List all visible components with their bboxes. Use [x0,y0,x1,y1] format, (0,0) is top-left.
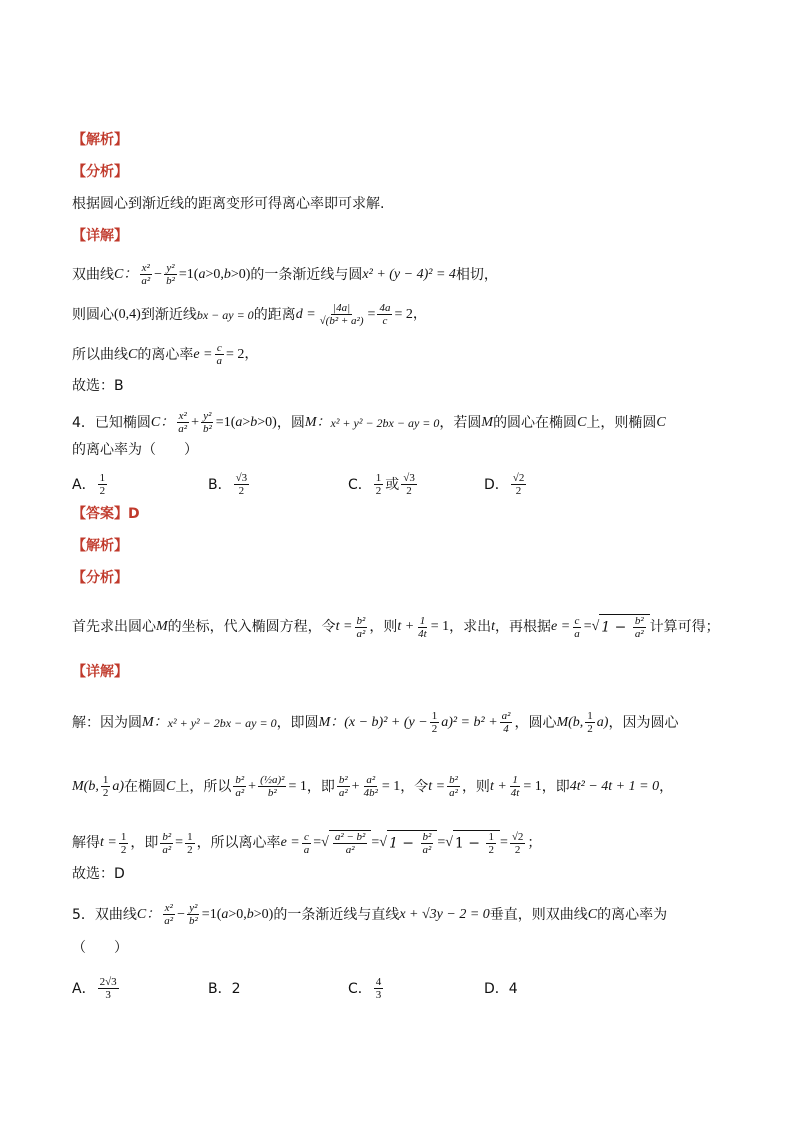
math-text: M： [142,714,168,730]
text: ，因为圆心 [608,714,679,731]
text: 上，所以 [175,778,232,795]
math-text: C： [136,906,161,922]
text: ，则 [369,619,398,635]
text: ，即 [306,778,335,795]
fraction: $\frac{\text{x²}}{\text{a²}}$ [178,410,188,435]
math-text: x² + y² − 2bx − ay = 0 [330,415,440,430]
option-label: B．2 [208,980,241,997]
q4-detail-line-3: 解得 t = $\frac{1}{2}$ ，即 $\frac{\text{b²}}{\text{a²}}$ = $\frac{1}{2}$ ，所以离心率 e = $\frac{c}{a}$ = √ $\frac{\text{a² − b²}}{\text{a²}}$ = √ 1 − $\frac{\text{b²}}{\text{a²}}$ = √ 1 − $\frac{1}{2}$ = $\frac{√2}{2}$ ； [72,830,542,856]
math-text: x² + (y − 4)² = 4 [362,266,456,282]
text: 4．已知椭圆 [72,414,151,431]
xiangjie-heading [72,226,732,246]
q5-stem-line-1: 5．双曲线 C： $\frac{\text{x²}}{\text{a²}}$ − $\frac{\text{y²}}{\text{b²}}$ =1(a>0,b>0) 的一条渐近线与直线 x + √3y − 2 = 0 垂直，则双曲线 C 的离心率为 [72,902,668,927]
option-b: B． $\frac{√3}{2}$ [208,472,248,497]
math-text: x² + y² − 2bx − ay = 0 [167,715,277,730]
answer-text: 故选：B [72,378,124,394]
math-text: M： [304,414,331,430]
text: ，圆 [276,414,305,431]
q4-detail-line-1: 解：因为圆 M： x² + y² − 2bx − ay = 0 ，即圆 M： (x − b)² + (y − $\frac{1}{2}$ a)² = b² + $\frac{\text{a²}}{4}$ ，圆心 M(b, $\frac{1}{2}$ a) ，因为圆心 [72,710,679,735]
fraction: $\frac{\text{b²}}{\text{a²}}$ [235,774,245,799]
math-text: x + √3y − 2 = 0 [399,906,490,922]
fraction: $\frac{\text{x²}}{\text{a²}}$ [164,902,174,927]
fraction: $\frac{√2}{2}$ [511,830,524,856]
math-text: d = [295,306,316,322]
text: 的圆心在椭圆 [493,414,578,431]
fraction: $\frac{\text{y²}}{\text{b²}}$ [202,410,212,435]
xiangjie-label: 【详解】 [72,228,128,244]
math-text: C： [114,266,138,282]
fraction: $\frac{c}{a}$ [574,614,580,640]
text: ，若圆 [439,414,482,431]
fraction: $\frac{1}{2}$ [431,710,438,735]
math-text: e = [193,346,213,362]
math-text: 4t² − 4t + 1 = 0 [569,778,660,794]
fraction: $\frac{c}{a}$ [216,342,223,367]
jiexi-label: 【解析】 [72,538,128,554]
q4-stem-line-1: 4．已知椭圆 C： $\frac{\text{x²}}{\text{a²}}$ + $\frac{\text{y²}}{\text{b²}}$ =1(a>b>0) ，圆 M： x² + y² − 2bx − ay = 0 ，若圆 M 的圆心在椭圆 C 上，则椭圆 C [72,410,666,435]
text: 到渐近线 [140,306,197,323]
text: 的离心率为（ ） [72,442,198,458]
option-label: D．4 [484,980,518,997]
fraction: $\frac{1}{2}$ [102,774,109,799]
q4-jiexi [72,536,732,556]
text: ，所以离心率 [196,835,281,851]
text: 垂直，则双曲线 [489,906,588,923]
text: ，令 [400,778,429,795]
fraction: $\frac{1}{2}$ [587,710,593,735]
option-label: A． [72,980,96,997]
fenxi-body: 根据圆心到渐近线的距离变形可得离心率即可求解. [72,196,385,212]
fraction: $\frac{1}{4t}$ [510,774,520,799]
option-d: D． $\frac{√2}{2}$ [484,472,525,497]
fraction: $\frac{\text{y²}}{\text{b²}}$ [188,902,198,927]
fraction: $\frac{c}{a}$ [303,830,310,856]
text: ，再根据 [495,619,552,635]
text: 的离心率 [137,346,194,363]
text: （ ） [72,940,128,956]
option-label: D． [484,476,509,493]
option-c: C． $\frac{4}{3}$ [348,976,382,1001]
fraction: $\frac{\text{b²}}{\text{a²}}$ [162,830,172,856]
text: 首先求出圆心 [72,619,156,635]
fraction: $\frac{|4a|}{\text{√(b² + a²)}}$ [319,302,364,327]
math-text: = 2， [226,346,259,362]
math-text: C [656,414,666,430]
text: 的一条渐近线与圆 [250,266,363,283]
fraction: $\frac{4a}{c}$ [379,302,391,327]
fraction: $\frac{\text{x²}}{\text{a²}}$ [141,262,151,287]
sqrt-expression: √ $\frac{\text{a² − b²}}{\text{a²}}$ [321,830,371,856]
option-d [484,979,518,999]
xiangjie-label: 【详解】 [72,664,128,680]
fraction: $\frac{\text{a²}}{\text{4b²}}$ [363,774,378,799]
q4-detail-line-2: M(b, $\frac{1}{2}$ a) 在椭圆 C 上，所以 $\frac{\text{b²}}{\text{a²}}$ + $\frac{\text{(½a)²}}{\text{b²}}$ = 1 ，即 $\frac{\text{b²}}{\text{a²}}$ + $\frac{\text{a²}}{\text{4b²}}$ = 1 ，令 t = $\frac{\text{b²}}{\text{a²}}$ ，则 t + $\frac{1}{4t}$ = 1 ，即 4t² − 4t + 1 = 0 ， [72,774,674,799]
text: 的坐标，代入椭圆方程，令 [167,619,336,635]
text: 上，则椭圆 [586,414,657,431]
q4-fenxi-text: 首先求出圆心 M 的坐标，代入椭圆方程，令 t = $\frac{\text{b²}}{\text{a²}}$ ，则 t + $\frac{1}{4t}$ = 1 ，求出 t ，再根据 e = $\frac{c}{a}$ = √ 1 − $\frac{\text{b²}}{\text{a²}}$ 计算可得； [72,614,720,640]
option-label: C． [348,980,372,997]
fraction: $\frac{1}{2}$ [120,830,127,856]
fraction: $\frac{\text{b²}}{\text{a²}}$ [338,774,348,799]
text: ，即 [130,835,159,851]
q4-stem-line-2 [72,440,732,460]
text: 的距离 [253,306,296,323]
option-b [208,979,348,999]
text: 在椭圆 [124,778,166,795]
text: ，圆心 [514,714,557,731]
q4-fenxi [72,568,732,588]
option-c: C． $\frac{1}{2}$ 或 $\frac{√3}{2}$ [348,472,415,497]
text: ，即 [541,778,570,795]
option-a: A． $\frac{1}{2}$ [72,472,106,497]
q4-answer [72,504,732,524]
fenxi-label: 【分析】 [72,570,128,586]
math-text: M [481,414,494,430]
text: 则圆心 [72,306,114,323]
q5-stem-line-2 [72,938,732,958]
option-a: A． $\frac{2√3}{3}$ [72,976,117,1001]
answer-text: 故选：D [72,866,125,882]
text: 5．双曲线 [72,906,137,923]
math-text: C [577,414,587,430]
text: 计算可得； [649,619,720,635]
math-text: (0,4) [114,306,141,322]
q5-options [72,976,732,1001]
fraction: $\frac{\text{a²}}{4}$ [501,710,511,735]
sqrt-expression: √ 1 − $\frac{\text{b²}}{\text{a²}}$ [592,614,650,640]
s1-line-1: 双曲线 C： $\frac{\text{x²}}{\text{a²}}$ − $\frac{\text{y²}}{\text{b²}}$ =1(a>0,b>0) 的一条渐近线与圆 x² + (y − 4)² = 4 相切， [72,262,498,287]
q4-xiangjie [72,662,732,682]
s1-line-2: 则圆心 (0,4) 到渐近线 bx − ay = 0 的距离 d = $\frac{|4a|}{\text{√(b² + a²)}}$ = $\frac{4a}{c}$ = 2， [72,302,427,327]
text: ； [527,835,542,851]
fenxi-heading [72,162,732,182]
option-label: C． [348,476,372,493]
text: 或 [385,476,400,493]
text: ， [659,778,674,795]
answer-label: 【答案】D [72,506,140,522]
sqrt-expression: √ 1 − $\frac{1}{2}$ [445,830,500,856]
s1-answer [72,376,732,396]
jiexi-heading [72,130,732,150]
text: ，求出 [449,619,492,635]
fraction: $\frac{\text{b²}}{\text{a²}}$ [449,774,458,799]
text: 的离心率为 [597,906,668,923]
text: 解：因为圆 [72,714,142,731]
option-label: B． [208,476,232,493]
math-text: C [587,906,598,922]
fraction: $\frac{1}{2}$ [187,830,193,856]
jiexi-label: 【解析】 [72,132,128,148]
math-text: M： [318,714,345,730]
math-text: M [156,619,168,634]
text: ，即圆 [276,714,319,731]
text: ，则 [461,778,490,795]
fenxi-text [72,194,732,214]
math-text: C： [150,414,175,430]
text: 的一条渐近线与直线 [273,906,400,923]
fraction: $\frac{\text{b²}}{\text{a²}}$ [356,614,366,640]
fraction: $\frac{\text{(½a)²}}{\text{b²}}$ [260,774,285,799]
s1-line-3 [72,342,732,367]
q4-final-answer [72,864,732,884]
math-text: C [128,346,138,362]
text: 相切， [455,266,498,283]
fraction: $\frac{\text{y²}}{\text{b²}}$ [166,262,175,287]
text: 解得 [72,835,100,851]
math-text: t [491,619,496,634]
text: 双曲线 [72,266,114,283]
option-label: A． [72,476,96,493]
math-text: bx − ay = 0 [196,307,254,322]
q4-options [72,472,732,497]
fenxi-label: 【分析】 [72,164,128,180]
sqrt-expression: √ 1 − $\frac{\text{b²}}{\text{a²}}$ [379,830,437,856]
math-text: C [166,778,176,794]
fraction: $\frac{1}{4t}$ [418,614,427,640]
text: 所以曲线 [72,346,128,363]
